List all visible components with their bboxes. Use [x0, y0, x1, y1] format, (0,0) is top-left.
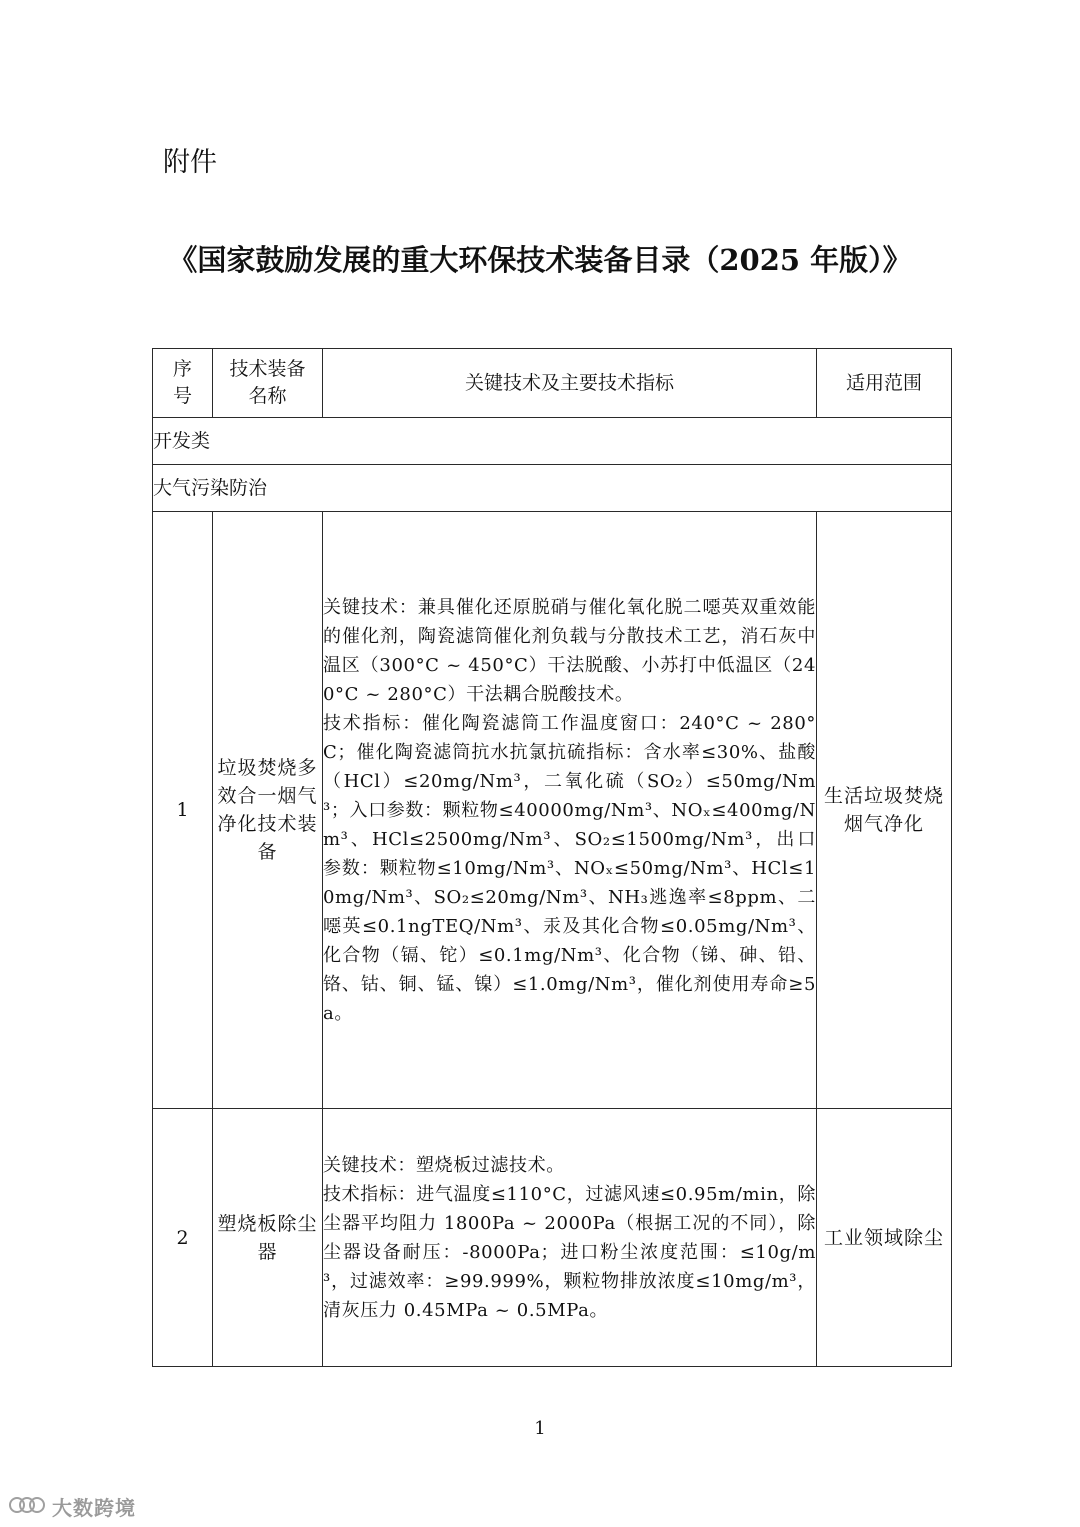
watermark-logo-icon — [8, 1493, 48, 1521]
row-key-tech: 关键技术：兼具催化还原脱硝与催化氧化脱二噁英双重效能的催化剂，陶瓷滤筒催化剂负载与分散技术工艺，消石灰中温区（300°C ~ 450°C）干法脱酸、小苏打中低温区（240°C ~ 280°C）干法耦合脱酸技术。 — [323, 596, 816, 705]
row-equipment-name: 塑烧板除尘器 — [213, 1109, 323, 1367]
row-equipment-name: 垃圾焚烧多效合一烟气净化技术装备 — [213, 512, 323, 1109]
header-scope: 适用范围 — [817, 349, 952, 418]
row-key-tech: 关键技术：塑烧板过滤技术。 — [323, 1154, 565, 1176]
row-key-tech-cell — [323, 512, 817, 1109]
page-number: 1 — [534, 1418, 546, 1439]
row-seq: 2 — [153, 1109, 213, 1367]
row-seq: 1 — [153, 512, 213, 1109]
header-key-tech: 关键技术及主要技术指标 — [323, 349, 817, 418]
table-row — [153, 512, 952, 1109]
row-scope: 工业领域除尘 — [817, 1109, 952, 1367]
table-row — [153, 1109, 952, 1367]
row-indicators: 技术指标：进气温度≤110°C，过滤风速≤0.95m/min，除尘器平均阻力 1800Pa ~ 2000Pa（根据工况的不同），除尘器设备耐压：-8000Pa；进口粉尘浓度范围：≤10g/m³，过滤效率：≥99.999%，颗粒物排放浓度≤10mg/m³，清灰压力 0.45MPa ~ 0.5MPa。 — [323, 1183, 816, 1321]
category-row — [153, 418, 952, 465]
subcategory-label: 大气污染防治 — [153, 465, 952, 512]
header-name-line-1: 技术装备 — [229, 358, 306, 380]
row-indicators: 技术指标：催化陶瓷滤筒工作温度窗口：240°C ~ 280°C；催化陶瓷滤筒抗水抗氯抗硫指标：含水率≤30%、盐酸（HCl）≤20mg/Nm³，二氧化硫（SO₂）≤50mg/Nm³；入口参数：颗粒物≤40000mg/Nm³、NOₓ≤400mg/Nm³、HCl≤2500mg/Nm³、SO₂≤1500mg/Nm³，出口参数：颗粒物≤10mg/Nm³、NOₓ≤50mg/Nm³、HCl≤10mg/Nm³、SO₂≤20mg/Nm³、NH₃逃逸率≤8ppm、二噁英≤0.1ngTEQ/Nm³、汞及其化合物≤0.05mg/Nm³、化合物（镉、铊）≤0.1mg/Nm³、化合物（锑、砷、铅、铬、钴、铜、锰、镍）≤1.0mg/Nm³，催化剂使用寿命≥5a。 — [323, 712, 816, 1024]
header-seq — [153, 349, 213, 418]
attachment-label: 附件 — [163, 147, 217, 178]
header-name-line-2: 名称 — [248, 385, 287, 407]
header-name — [213, 349, 323, 418]
watermark — [8, 1492, 136, 1521]
document-title: 《国家鼓励发展的重大环保技术装备目录（2025 年版）》 — [168, 243, 912, 277]
subcategory-row — [153, 465, 952, 512]
row-scope: 生活垃圾焚烧烟气净化 — [817, 512, 952, 1109]
watermark-text: 大数跨境 — [52, 1496, 136, 1520]
table-header-row — [153, 349, 952, 418]
catalog-table — [152, 348, 952, 1367]
row-key-tech-cell — [323, 1109, 817, 1367]
header-seq-line-1: 序 — [172, 358, 192, 380]
category-label: 开发类 — [153, 418, 952, 465]
header-seq-line-2: 号 — [172, 385, 192, 407]
